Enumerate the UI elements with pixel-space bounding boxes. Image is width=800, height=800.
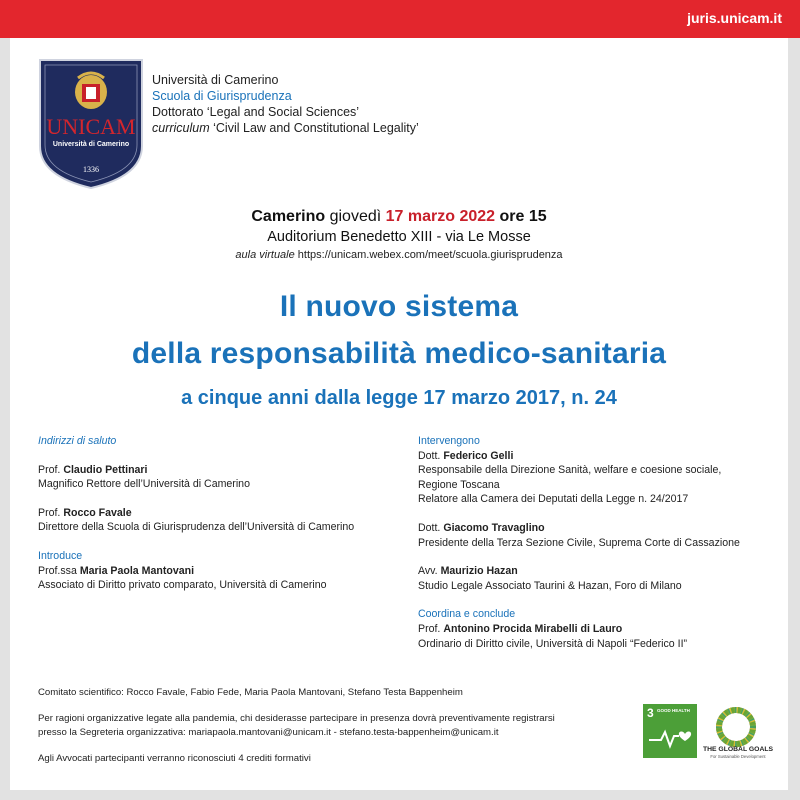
- left-program-column: [38, 434, 418, 593]
- university-name: Università di Camerino: [152, 73, 279, 87]
- school-name: Scuola di Giurisprudenza: [152, 89, 292, 103]
- speaker-gelli: Dott. Federico Gelli: [418, 449, 514, 462]
- speaker-hazan-role: Studio Legale Associato Taurini & Hazan, Foro di Milano: [418, 579, 682, 592]
- site-link[interactable]: juris.unicam.it: [687, 10, 782, 26]
- event-city: Camerino: [251, 208, 326, 225]
- curriculum-label: curriculum: [152, 121, 210, 135]
- curriculum-value: ‘Civil Law and Constitutional Legality’: [209, 121, 419, 135]
- svg-text:Università di Camerino: Università di Camerino: [52, 141, 130, 148]
- scientific-committee: Comitato scientifico: Rocco Favale, Fabio Fede, Maria Paola Mantovani, Stefano Testa Bappenheim: [38, 687, 463, 698]
- speaker-pettinari: Prof. Claudio Pettinari: [38, 463, 148, 476]
- event-venue: Auditorium Benedetto XIII - via Le Mosse: [267, 229, 531, 245]
- virtual-room-label: aula virtuale: [235, 249, 295, 261]
- event-virtual-room: [10, 249, 788, 261]
- intro-heading: Introduce: [38, 549, 83, 562]
- credits-note: Agli Avvocati partecipanti verranno riconosciuti 4 crediti formativi: [38, 753, 311, 764]
- speaker-hazan: Avv. Maurizio Hazan: [418, 565, 518, 578]
- speaker-procida: Prof. Antonino Procida Mirabelli di Lauro: [418, 622, 623, 635]
- greetings-heading: Indirizzi di saluto: [38, 435, 117, 447]
- speaker-pettinari-role: Magnifico Rettore dell’Università di Camerino: [38, 478, 250, 491]
- curriculum-line: [152, 120, 419, 136]
- event-date: 17 marzo 2022: [385, 208, 496, 225]
- registration-line-1: Per ragioni organizzative legate alla pandemia, chi desiderasse partecipare in presenza dovrà preventivamente registrarsi: [38, 713, 555, 724]
- speaker-gelli-role-3: Relatore alla Camera dei Deputati della Legge n. 24/2017: [418, 493, 689, 506]
- speaker-favale-role: Direttore della Scuola di Giurisprudenza dell’Università di Camerino: [38, 521, 355, 534]
- doctorate-name: Dottorato ‘Legal and Social Sciences’: [152, 105, 360, 119]
- right-program-column: [418, 434, 778, 651]
- speaker-gelli-role-1: Responsabile della Direzione Sanità, welfare e coesione sociale,: [418, 464, 722, 477]
- top-banner: [0, 0, 800, 38]
- speaker-mantovani: Prof.ssa Maria Paola Mantovani: [38, 564, 195, 577]
- global-goals-title: THE GLOBAL GOALS: [702, 746, 774, 753]
- event-date-line: [10, 208, 788, 226]
- poster-card: [10, 38, 788, 790]
- speaker-travaglino: Dott. Giacomo Travaglino: [418, 521, 545, 534]
- speaker-mantovani-role: Associato di Diritto privato comparato, Università di Camerino: [38, 579, 327, 592]
- svg-text:1336: 1336: [83, 165, 99, 174]
- speaker-favale: Prof. Rocco Favale: [38, 506, 132, 519]
- institution-block: [152, 72, 419, 136]
- speaker-gelli-role-2: Regione Toscana: [418, 478, 500, 491]
- speakers-heading: Intervengono: [418, 435, 480, 447]
- speaker-procida-role: Ordinario di Diritto civile, Università di Napoli “Federico II”: [418, 637, 688, 650]
- coat-of-arms-icon: [75, 73, 107, 109]
- event-day: giovedì: [325, 208, 386, 225]
- svg-text:UNICAM: UNICAM: [46, 114, 136, 139]
- title-line-1: Il nuovo sistema: [279, 290, 519, 323]
- title-line-3: a cinque anni dalla legge 17 marzo 2017, n. 24: [181, 387, 617, 409]
- heartbeat-icon: [643, 704, 697, 758]
- sdg-3-good-health-badge: 3 GOOD HEALTH: [643, 704, 697, 758]
- registration-line-2: presso la Segreteria organizzativa: mariapaola.mantovani@unicam.it - stefano.testa-bappenheim@unicam.it: [38, 727, 499, 738]
- speaker-travaglino-role: Presidente della Terza Sezione Civile, Suprema Corte di Cassazione: [418, 536, 740, 549]
- chair-heading: Coordina e conclude: [418, 608, 516, 621]
- title-line-2: della responsabilità medico-sanitaria: [131, 337, 667, 370]
- global-goals-subtitle: For Sustainable Development: [710, 754, 766, 759]
- registration-note: [38, 712, 598, 740]
- virtual-room-url[interactable]: https://unicam.webex.com/meet/scuola.giurisprudenza: [294, 249, 563, 261]
- unicam-shield-logo: [38, 58, 144, 190]
- event-time: ore 15: [495, 208, 547, 225]
